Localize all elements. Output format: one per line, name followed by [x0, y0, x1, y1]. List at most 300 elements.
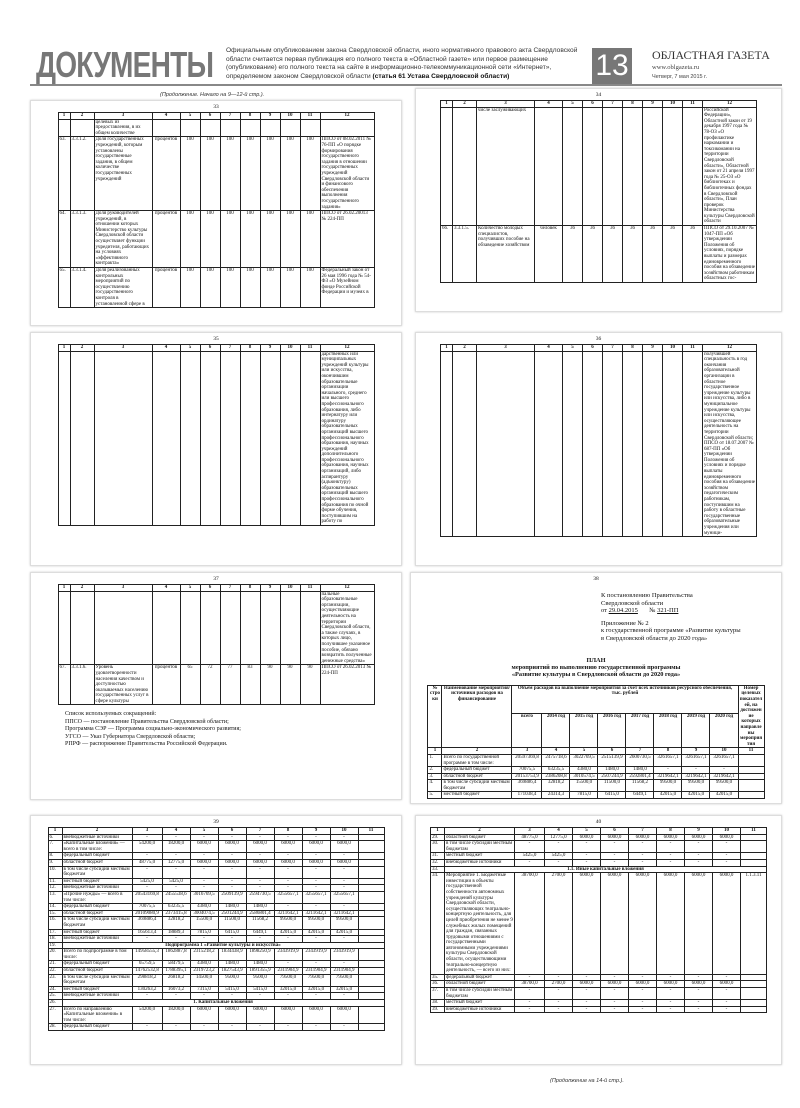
table-cell: 6000,0: [274, 1006, 302, 1024]
table-cell: 1898250,9: [246, 949, 274, 961]
table-row: [48, 993, 384, 1000]
table-row: [431, 1006, 767, 1013]
table-cell: [535, 351, 563, 537]
table-cell: 54200,0: [132, 841, 162, 853]
table-cell: ППСО от 26.02.2013 № 224-ПП: [320, 665, 374, 705]
table-cell: -: [190, 993, 218, 1000]
table-cell: 12: [703, 101, 757, 108]
table-cell: 9500,0: [246, 974, 274, 986]
table-cell: 6000,0: [302, 859, 330, 866]
table-cell: 1: [48, 828, 62, 835]
table-cell: [240, 119, 260, 137]
table-cell: 1480,0: [218, 904, 246, 911]
table-cell: -: [218, 853, 246, 860]
table-cell: 36: [563, 226, 583, 283]
table-cell: 5425,0: [162, 878, 190, 885]
table-cell: 28.: [48, 1024, 62, 1031]
newspaper-site[interactable]: www.oblgazeta.ru: [652, 64, 700, 71]
doc-page-40: [415, 815, 782, 1065]
table-cell: 36.: [431, 981, 445, 988]
table-cell: 23.: [48, 974, 62, 986]
col-header: 2018 год: [654, 714, 682, 748]
table-cell: -: [274, 961, 302, 968]
table-cell: [94, 351, 152, 525]
table-cell: местный бюджет: [442, 792, 512, 799]
table-cell: 20597369,8: [512, 754, 542, 766]
table-cell: -: [132, 993, 162, 1000]
table-cell: 100: [180, 137, 200, 211]
table-row: [48, 828, 384, 835]
table-cell: 4: [535, 345, 563, 352]
table-cell: областной бюджет: [445, 834, 515, 841]
table-cell: [663, 107, 683, 225]
table-cell: [563, 107, 583, 225]
table-cell: 18200,0: [162, 841, 190, 853]
table-cell: 5415,0: [218, 986, 246, 993]
table-cell: 12: [320, 585, 374, 592]
table-cell: 12: [320, 113, 374, 120]
table-cell: Доля руководителей учреждений, в отношении которых Министерство культуры Свердловской области осуществляет функции учредителя, работающих на условиях «эффективного контракта»: [94, 211, 152, 268]
table-cell: -: [545, 974, 573, 981]
table-row: [428, 767, 764, 774]
table-cell: 63235,5: [542, 767, 570, 774]
table-cell: 6000,0: [573, 834, 601, 841]
table-cell: 1788395,1: [162, 968, 190, 975]
table-cell: 48775,0: [515, 834, 545, 841]
table-cell: 1834438,9: [218, 949, 246, 961]
table-cell: 2586801,4: [246, 910, 274, 917]
table-cell: -: [330, 993, 358, 1000]
table-cell: 9: [302, 828, 330, 835]
table-cell: 11: [683, 101, 703, 108]
table-row: [48, 1000, 384, 1007]
col-header: Объем расходов на выполнение мероприятия за счет всех источников ресурсного обеспечения, тыс. рублей: [512, 685, 738, 714]
table-cell: ППСО от 29.10.2007 № 1047-ПП «Об утверждении Положения об условиях, порядке выплаты и размерах единовременного пособия на обзаведение хозяйством работникам областных гос-: [704, 226, 755, 282]
table-cell: 3016769,5: [190, 891, 218, 903]
table-cell: 18.: [48, 936, 62, 943]
table-cell: -: [246, 993, 274, 1000]
table-cell: 6449,1: [626, 792, 654, 799]
table-row: [58, 591, 374, 665]
table-cell: [280, 351, 300, 525]
indicators-table: [440, 100, 757, 283]
table-cell: 2: [453, 101, 477, 108]
table-cell: 63235,5: [162, 904, 190, 911]
table-cell: [280, 119, 300, 137]
table-cell: [300, 119, 320, 137]
plan-table: [48, 827, 385, 1031]
table-cell: -: [330, 961, 358, 968]
table-cell: 5425,0: [515, 853, 545, 860]
table-cell: [358, 1024, 384, 1031]
table-cell: 3255657,1: [330, 891, 358, 903]
table-cell: 100: [300, 211, 320, 268]
table-cell: 3211642,1: [330, 910, 358, 917]
table-cell: -: [601, 859, 629, 866]
table-cell: -: [218, 834, 246, 841]
table-cell: «Капитальные вложения» — всего в том числе:: [62, 841, 132, 853]
table-cell: 99500,0: [330, 917, 358, 929]
table-cell: -: [162, 993, 190, 1000]
table-cell: Доля государственных учреждений, которым установлены государственные задания, в общем количестве государственных учреждений: [94, 137, 152, 211]
table-cell: 6: [583, 101, 603, 108]
table-cell: -: [629, 1000, 657, 1007]
table-cell: 32015,0: [330, 986, 358, 993]
table-cell: -: [218, 878, 246, 885]
table-cell: 20543169,8: [132, 891, 162, 903]
table-cell: 15.: [48, 910, 62, 917]
table-cell: 22.: [48, 968, 62, 975]
table-cell: -: [654, 767, 682, 774]
table-cell: -: [246, 834, 274, 841]
table-cell: 17.: [48, 929, 62, 936]
table-cell: внебюджетные источники: [62, 834, 132, 841]
table-cell: 2311904,9: [302, 968, 330, 975]
table-cell: -: [190, 885, 218, 892]
table-cell: -: [218, 936, 246, 943]
table-cell: 1480,0: [246, 961, 274, 968]
table-row: [58, 119, 374, 137]
table-cell: -: [601, 974, 629, 981]
table-cell: -: [190, 878, 218, 885]
table-cell: -: [573, 841, 601, 853]
table-cell: -: [545, 1006, 573, 1013]
page-number: 37: [213, 576, 219, 582]
table-cell: 3211642,1: [302, 910, 330, 917]
table-cell: 10: [280, 345, 300, 352]
table-row: [431, 828, 767, 835]
table-cell: -: [274, 866, 302, 878]
table-cell: 7315,0: [190, 986, 218, 993]
table-cell: 24.: [48, 986, 62, 993]
table-cell: 3010574,5: [570, 773, 598, 780]
table-cell: ППСО от 26.02.20013 № 224-ПП: [320, 211, 374, 268]
table-cell: 36: [603, 226, 623, 283]
table-cell: [603, 107, 623, 225]
table-cell: [535, 107, 563, 225]
table-cell: -: [218, 866, 246, 878]
table-cell: 6000,0: [302, 1006, 330, 1024]
table-cell: 6000,0: [685, 834, 713, 841]
table-cell: [220, 351, 240, 525]
table-cell: [358, 929, 384, 936]
table-cell: -: [190, 1024, 218, 1031]
table-cell: 1862887,8: [162, 949, 190, 961]
table-row: [48, 961, 384, 968]
appendix-text: к государственной программе «Развитие культуры в Свердловской области до 2020 года»: [601, 627, 741, 642]
table-cell: -: [162, 1024, 190, 1031]
table-cell: -: [190, 853, 218, 860]
table-cell: -: [629, 841, 657, 853]
col-header: 2015 год: [570, 714, 598, 748]
table-cell: -: [573, 853, 601, 860]
table-cell: 30.: [431, 841, 445, 853]
table-cell: [320, 119, 374, 137]
table-cell: 36: [663, 226, 683, 283]
table-cell: 2592801,4: [626, 773, 654, 780]
table-cell: 2: [70, 585, 94, 592]
table-cell: 18200,0: [162, 1006, 190, 1024]
table-cell: 14958555,3: [132, 949, 162, 961]
section-title: ДОКУМЕНТЫ: [36, 44, 214, 85]
table-cell: -: [330, 834, 358, 841]
table-cell: -: [274, 885, 302, 892]
table-cell: 42015,0: [302, 929, 330, 936]
notice-text: Официальным опубликованием закона Свердловской области, иного нормативного правового акта Свердловской области считается первая публикация его полного текста в «Областной газете» или первое размещение (опубликование) его полного текста на сайте в информационно-телекоммуникационной сети «Интернет», определяемом законом Свердловской области: [226, 47, 578, 80]
table-cell: -: [162, 885, 190, 892]
issue-date: Четверг, 7 мая 2015 г.: [652, 74, 707, 80]
table-cell: 8: [240, 113, 260, 120]
table-row: [58, 351, 374, 525]
table-cell: 11: [300, 345, 320, 352]
table-cell: 7: [603, 345, 623, 352]
table-row: [48, 949, 384, 961]
doc-page-35: [30, 332, 402, 566]
table-cell: 64.: [58, 211, 70, 268]
table-cell: 6000,0: [302, 841, 330, 853]
table-cell: [643, 107, 663, 225]
table-cell: 90: [300, 665, 320, 705]
table-cell: 7: [629, 828, 657, 835]
table-cell: [260, 591, 280, 665]
table-cell: получившей специальность в год окончания образовательной организации в областное государственное учреждение культуры или искусства, либо в муниципальное учреждение культуры или искусства, осуществляющее деятельность на территории Свердловской области; ППСО от 18.07.2007 № 687-ПП «Об утверждении Положения об условиях и порядке выплаты единовременного пособия на обзаведение хозяйством педагогическим работникам, поступившим на работу в областные государственные образовательные учреждения или муници-: [704, 351, 755, 536]
table-cell: 10: [710, 748, 738, 755]
table-row: [48, 917, 384, 929]
table-cell: 100: [280, 268, 300, 308]
table-cell: 9: [643, 345, 663, 352]
table-cell: [643, 351, 663, 537]
table-cell: числе заслуживающих: [477, 107, 535, 225]
table-cell: -: [330, 866, 358, 878]
table-cell: 6415,0: [598, 792, 626, 799]
page-number: 36: [595, 336, 602, 342]
table-cell: 6000,0: [629, 873, 657, 975]
table-cell: 100: [200, 211, 220, 268]
table-row: [48, 986, 384, 993]
table-cell: 5415,0: [246, 986, 274, 993]
table-cell: 2: [70, 345, 94, 352]
table-cell: [300, 351, 320, 525]
table-cell: [152, 591, 180, 665]
table-cell: -: [190, 834, 218, 841]
table-cell: 5: [573, 828, 601, 835]
table-cell: 79500,0: [302, 974, 330, 986]
table-cell: 4: [152, 345, 180, 352]
table-cell: -: [515, 974, 545, 981]
table-cell: в том числе субсидии местным бюджетам: [445, 841, 515, 853]
table-cell: внебюджетные источники: [62, 993, 132, 1000]
table-cell: 11: [358, 828, 384, 835]
table-cell: 3219642,1: [682, 773, 710, 780]
table-cell: 2700,0: [545, 873, 573, 975]
table-header-row: [441, 345, 757, 352]
table-cell: 6: [218, 828, 246, 835]
table-cell: федеральный бюджет: [62, 853, 132, 860]
table-cell: 9: [682, 748, 710, 755]
table-cell: 14.: [48, 904, 62, 911]
table-cell: 100: [220, 137, 240, 211]
table-cell: человек: [535, 226, 563, 283]
table-cell: 7: [220, 113, 240, 120]
table-cell: Федеральный закон от 26 мая 1996 года № 54-ФЗ «О Музейном фонде Российской Федерации и музеях в: [320, 268, 374, 308]
table-cell: -: [274, 993, 302, 1000]
table-cell: -: [601, 841, 629, 853]
table-cell: -: [132, 866, 162, 878]
plan-table: [430, 827, 767, 1013]
table-cell: -: [545, 1000, 573, 1007]
table-cell: 4: [162, 828, 190, 835]
table-cell: [70, 351, 94, 525]
table-cell: -: [162, 866, 190, 878]
table-cell: местный бюджет: [445, 853, 515, 860]
table-cell: -: [246, 885, 274, 892]
doc-page-39: [30, 815, 402, 1065]
doc-page-36: [415, 332, 782, 566]
table-cell: 8: [240, 585, 260, 592]
table-cell: 14762532,8: [132, 968, 162, 975]
table-row: [48, 904, 384, 911]
table-cell: 369886,4: [512, 780, 542, 792]
table-cell: местный бюджет: [62, 986, 132, 993]
table-cell: [683, 107, 703, 225]
table-cell: -: [302, 936, 330, 943]
table-cell: 6000,0: [685, 873, 713, 975]
table-cell: 1: [58, 113, 70, 120]
table-cell: 3.3.1.3.: [70, 211, 94, 268]
table-cell: 36: [643, 226, 663, 283]
table-cell: -: [132, 885, 162, 892]
table-cell: [358, 936, 384, 943]
col-header: 2014 год: [542, 714, 570, 748]
table-cell: 6449,1: [246, 929, 274, 936]
table-row: [48, 853, 384, 860]
table-cell: внебюджетные источники: [445, 859, 515, 866]
table-cell: -: [601, 988, 629, 1000]
table-cell: ППСО от 08.02.2011 № 76-ПП «О порядке формирования государственного задания в отношении государственных учреждений Свердловской области и финансового обеспечения выполнения государственного задания»: [320, 137, 374, 211]
table-cell: 2311904,9: [274, 968, 302, 975]
table-cell: 9: [643, 101, 663, 108]
appendix-label: Приложение № 2: [601, 619, 649, 627]
abbreviations-list: [65, 711, 401, 749]
table-cell: 7: [220, 585, 240, 592]
table-cell: [738, 767, 764, 774]
table-cell: 8: [657, 828, 685, 835]
table-cell: 3: [94, 585, 152, 592]
table-cell: 3261657,1: [710, 754, 738, 766]
plan-table: [427, 685, 764, 799]
table-cell: Всего по подпрограмме в том числе:: [62, 949, 132, 961]
table-cell: [358, 834, 384, 841]
table-cell: [58, 119, 70, 137]
table-row: [428, 754, 764, 766]
table-cell: федеральный бюджет: [442, 767, 512, 774]
continued-from: (Продолжение. Начало на 9—12-й стр.).: [160, 92, 265, 98]
table-row: [431, 981, 767, 988]
table-cell: -: [302, 866, 330, 878]
table-cell: 32015,0: [274, 986, 302, 993]
table-row: [48, 910, 384, 917]
table-row: [428, 792, 764, 799]
table-header-row: [58, 585, 374, 592]
table-cell: 7: [626, 748, 654, 755]
table-cell: -: [246, 866, 274, 878]
table-cell: Подпрограмма 1 «Развитие культуры и искусства»: [62, 942, 384, 949]
table-cell: 8: [240, 345, 260, 352]
table-cell: 6000,0: [657, 981, 685, 988]
table-cell: 9500,0: [218, 974, 246, 986]
table-cell: 6000,0: [330, 841, 358, 853]
table-cell: 3261657,1: [682, 754, 710, 766]
table-row: [428, 773, 764, 780]
table-cell: процентов: [152, 137, 180, 211]
table-cell: в том числе субсидии местным бюджетам: [62, 974, 132, 986]
table-cell: 100: [220, 211, 240, 268]
table-cell: -: [713, 974, 741, 981]
table-cell: -: [132, 853, 162, 860]
table-cell: 1480,0: [218, 961, 246, 968]
table-cell: [583, 351, 603, 537]
table-cell: 6000,0: [330, 1006, 358, 1024]
table-cell: 2343919,9: [302, 949, 330, 961]
table-cell: 33.: [431, 866, 445, 873]
table-cell: -: [302, 993, 330, 1000]
table-cell: -: [302, 1024, 330, 1031]
table-cell: [741, 834, 767, 841]
table-cell: -: [330, 878, 358, 885]
table-cell: 3.: [428, 773, 442, 780]
publication-notice: [226, 47, 582, 81]
date-label: от: [601, 607, 608, 615]
table-cell: 171038,4: [512, 792, 542, 799]
table-cell: [738, 780, 764, 792]
table-cell: 4: [542, 748, 570, 755]
table-row: [48, 929, 384, 936]
table-cell: 54200,0: [132, 1006, 162, 1024]
table-cell: 4380,0: [190, 961, 218, 968]
table-cell: 83: [240, 665, 260, 705]
table-cell: 6000,0: [218, 859, 246, 866]
table-cell: 5: [180, 113, 200, 120]
table-cell: [358, 993, 384, 1000]
table-cell: 11500,0: [598, 780, 626, 792]
table-cell: [603, 351, 623, 537]
table-cell: 15500,0: [570, 780, 598, 792]
page-number: 38: [593, 576, 599, 582]
table-cell: -: [545, 859, 573, 866]
table-cell: 12.: [48, 885, 62, 892]
table-cell: внебюджетные источники: [445, 1006, 515, 1013]
table-cell: 5: [563, 101, 583, 108]
table-cell: [741, 988, 767, 1000]
table-cell: 3255657,1: [274, 891, 302, 903]
table-cell: 2515139,9: [598, 754, 626, 766]
table-cell: 1480,0: [626, 767, 654, 774]
table-cell: 2600730,5: [626, 754, 654, 766]
table-cell: 20109080,9: [132, 910, 162, 917]
table-cell: -: [657, 841, 685, 853]
table-cell: 2: [442, 748, 512, 755]
table-cell: 6: [200, 113, 220, 120]
table-header-row: [441, 101, 757, 108]
table-cell: федеральный бюджет: [62, 1024, 132, 1031]
table-cell: -: [274, 936, 302, 943]
table-cell: 1: [58, 345, 70, 352]
table-row: [48, 1006, 384, 1024]
table-cell: -: [246, 878, 274, 885]
table-cell: -: [685, 1000, 713, 1007]
table-cell: процентов: [152, 211, 180, 268]
table-cell: 6000,0: [657, 873, 685, 975]
